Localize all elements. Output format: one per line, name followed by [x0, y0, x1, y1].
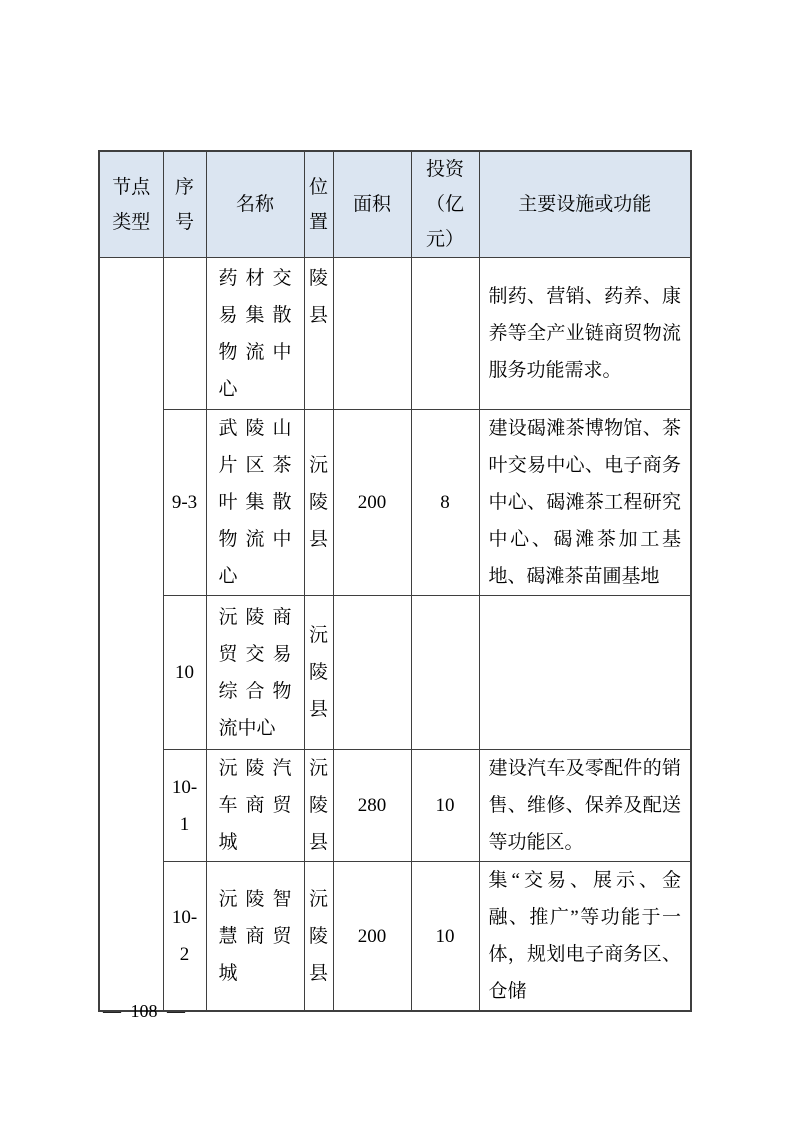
table-row: [99, 750, 691, 862]
col-header-location: 位置: [304, 151, 333, 258]
cell-seq: [163, 258, 206, 410]
cell-function: 集“交易、展示、金融、推广”等功能于一体，规划电子商务区、仓储: [479, 862, 691, 1012]
col-header-area: 面积: [333, 151, 411, 258]
cell-area: [333, 596, 411, 750]
cell-name: 沅陵商贸交易综合物流中心: [206, 596, 304, 750]
cell-investment: 10: [411, 862, 479, 1012]
col-header-name: 名称: [206, 151, 304, 258]
cell-investment: 10: [411, 750, 479, 862]
table-header-row: [99, 151, 691, 258]
cell-location: 沅陵县: [304, 862, 333, 1012]
table-row: [99, 258, 691, 410]
cell-area: [333, 258, 411, 410]
table-row: [99, 596, 691, 750]
cell-function: 制药、营销、药养、康养等全产业链商贸物流服务功能需求。: [479, 258, 691, 410]
page-number: — 108 —: [103, 1001, 185, 1021]
cell-function: [479, 596, 691, 750]
cell-function: 建设碣滩茶博物馆、茶叶交易中心、电子商务中心、碣滩茶工程研究中心、碣滩茶加工基地、碣滩茶苗圃基地: [479, 410, 691, 596]
logistics-facilities-table: [98, 150, 692, 1012]
col-header-node-type: 节点类型: [99, 151, 163, 258]
table-row: [99, 410, 691, 596]
cell-name: 药材交易集散物流中心: [206, 258, 304, 410]
cell-seq: 10-2: [163, 862, 206, 1012]
cell-name: 沅陵汽车商贸城: [206, 750, 304, 862]
cell-name: 武陵山片区茶叶集散物流中心: [206, 410, 304, 596]
cell-function: 建设汽车及零配件的销售、维修、保养及配送等功能区。: [479, 750, 691, 862]
table-row: [99, 862, 691, 1012]
cell-seq: 10-1: [163, 750, 206, 862]
cell-area: 200: [333, 862, 411, 1012]
col-header-seq: 序号: [163, 151, 206, 258]
cell-node-type-merged: [99, 258, 163, 1012]
cell-area: 200: [333, 410, 411, 596]
cell-location: 沅陵县: [304, 750, 333, 862]
cell-location: 陵县: [304, 258, 333, 410]
cell-area: 280: [333, 750, 411, 862]
cell-investment: 8: [411, 410, 479, 596]
cell-investment: [411, 258, 479, 410]
cell-investment: [411, 596, 479, 750]
col-header-investment: 投资（亿元）: [411, 151, 479, 258]
cell-name: 沅陵智慧商贸城: [206, 862, 304, 1012]
cell-location: 沅陵县: [304, 410, 333, 596]
cell-seq: 9-3: [163, 410, 206, 596]
cell-location: 沅陵县: [304, 596, 333, 750]
cell-seq: 10: [163, 596, 206, 750]
col-header-function: 主要设施或功能: [479, 151, 691, 258]
